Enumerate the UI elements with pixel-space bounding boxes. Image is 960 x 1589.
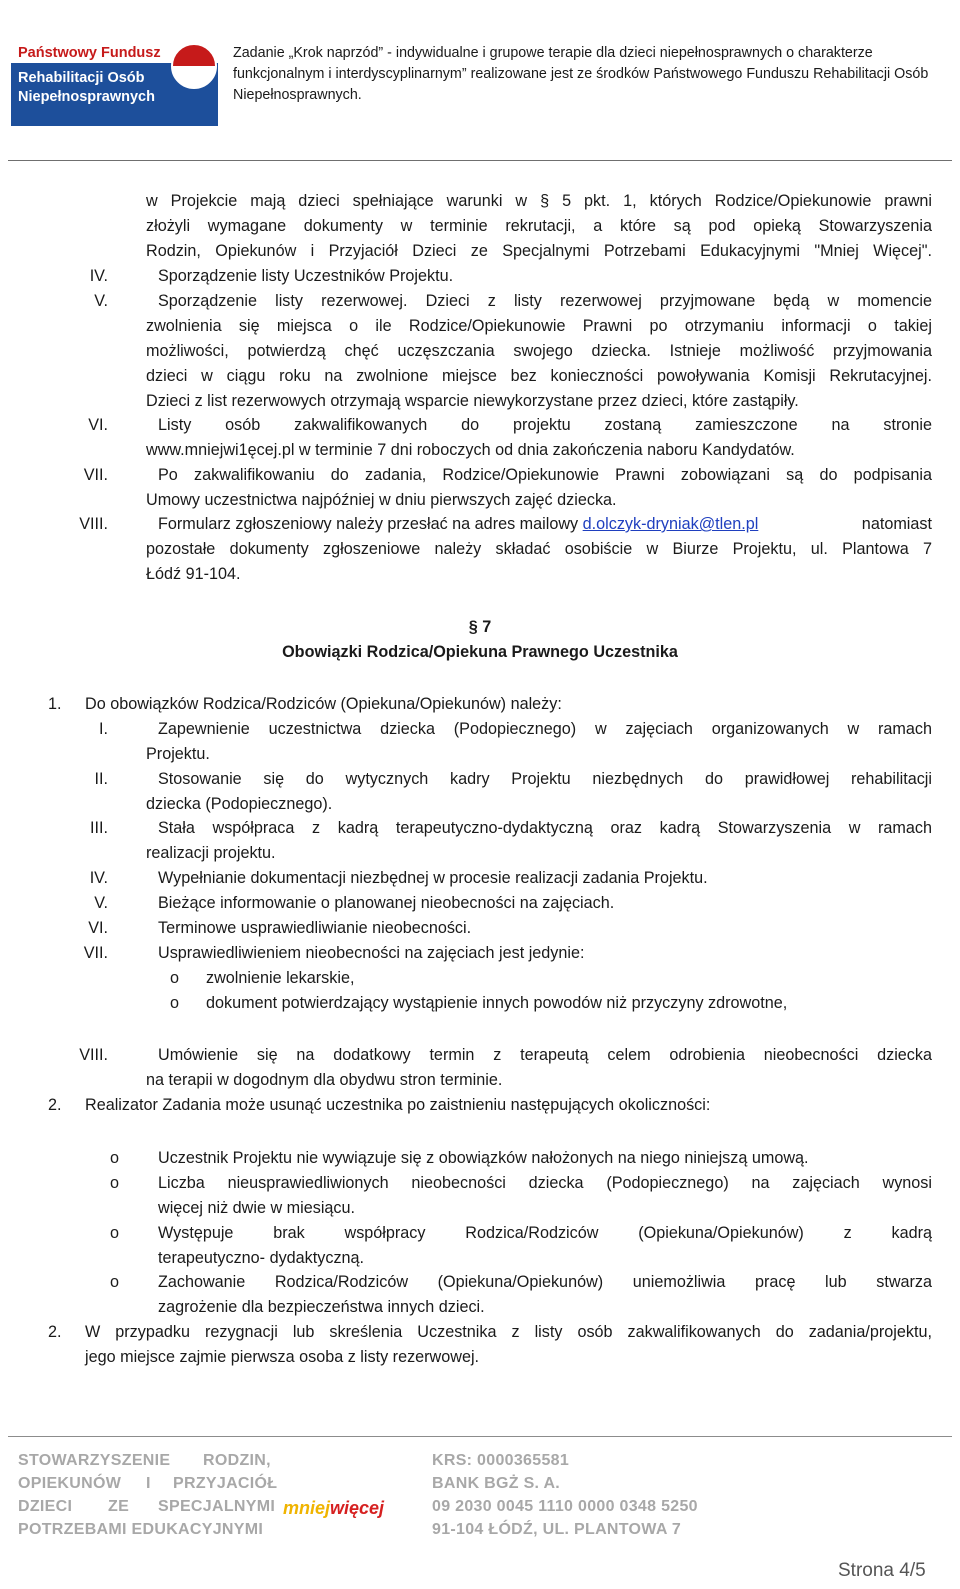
duty-viii-line-1: Umówienie się na dodatkowy termin z terapeutą celem odrobienia nieobecności dziecka	[158, 1046, 932, 1064]
footer-krs: KRS: 0000365581	[432, 1452, 570, 1469]
duty-vii-text: Usprawiedliwieniem nieobecności na zajęciach jest jedynie:	[158, 944, 585, 962]
footer-divider	[8, 1436, 952, 1437]
item-v-number: V.	[94, 292, 108, 310]
bullet-icon: o	[170, 994, 180, 1012]
email-link[interactable]: d.olczyk-dryniak@tlen.pl	[582, 515, 759, 533]
duty-ii-line-1: Stosowanie się do wytycznych kadry Projektu niezbędnych do prawidłowej rehabilitacji	[158, 770, 932, 788]
removal-reason-3-line-2: terapeutyczno- dydaktyczną.	[158, 1249, 365, 1267]
footer-org-l3a: DZIECI	[18, 1498, 73, 1515]
duty-ii-line-2: dziecka (Podopiecznego).	[146, 795, 333, 813]
duties-paragraph-1-text: Do obowiązków Rodzica/Rodziców (Opiekuna/Opiekunów) należy:	[85, 695, 562, 713]
footer-bank: BANK BGŻ S. A.	[432, 1475, 561, 1492]
bullet-icon: o	[170, 969, 180, 987]
duties-paragraph-3-line-1: W przypadku rezygnacji lub skreślenia Uczestnika z listy osób zakwalifikowanych do zadania/projektu,	[85, 1323, 932, 1341]
duty-v-text: Bieżące informowanie o planowanej nieobecności na zajęciach.	[158, 894, 615, 912]
intro-line-1: w Projekcie mają dzieci spełniające warunki w § 5 pkt. 1, których Rodzice/Opiekunowie prawni	[146, 192, 932, 210]
item-vii-number: VII.	[83, 466, 108, 484]
intro-line-2: złożyli wymagane dokumenty w terminie rekrutacji, a które są pod opieką Stowarzyszenia	[146, 217, 932, 235]
footer-org-l3b: ZE	[108, 1498, 130, 1515]
duty-iv-text: Wypełnianie dokumentacji niezbędnej w procesie realizacji zadania Projektu.	[158, 869, 708, 887]
duty-ii-number: II.	[94, 770, 108, 788]
header-divider	[8, 160, 952, 161]
duties-paragraph-2-text: Realizator Zadania może usunąć uczestnika po zaistnieniu następujących okoliczności:	[85, 1096, 711, 1114]
logo-line-3: Niepełnosprawnych	[18, 89, 155, 105]
item-viii-line-3: Łódź 91-104.	[146, 565, 241, 583]
duty-i-line-2: Projektu.	[146, 745, 210, 763]
item-viii-line-2: pozostałe dokumenty zgłoszeniowe należy składać osobiście w Biurze Projektu, ul. Plantowa 7	[146, 540, 932, 558]
footer-org-l4: POTRZEBAMI EDUKACYJNYMI	[18, 1521, 264, 1538]
logo-line-1: Państwowy Fundusz	[18, 45, 161, 61]
duty-iv-number: IV.	[89, 869, 108, 887]
logo-emblem-icon	[171, 43, 217, 89]
logo-line-2: Rehabilitacji Osób	[18, 70, 145, 86]
item-v-line-2: zwolnienia się miejsca o ile Rodzice/Opiekunowie Prawni po otrzymaniu informacji o takiej	[146, 317, 932, 335]
footer-org-l2b: I	[146, 1475, 151, 1492]
duty-vi-text: Terminowe usprawiedliwianie nieobecności.	[158, 919, 472, 937]
item-viii-line-1-start: Formularz zgłoszeniowy należy przesłać na adres mailowy	[158, 515, 583, 533]
bullet-icon: o	[110, 1174, 120, 1192]
duty-v-number: V.	[94, 894, 108, 912]
logo-word-2: więcej	[330, 1498, 385, 1518]
item-v-line-1: Sporządzenie listy rezerwowej. Dzieci z listy rezerwowej przyjmowane będą w momencie	[158, 292, 932, 310]
item-iv-text: Sporządzenie listy Uczestników Projektu.	[158, 267, 454, 285]
duty-vii-sub-2: dokument potwierdzający wystąpienie innych powodów niż przyczyny zdrowotne,	[206, 994, 788, 1012]
footer-org-l2a: OPIEKUNÓW	[18, 1475, 122, 1492]
removal-reason-2-line-2: więcej niż dwie w miesiącu.	[158, 1199, 356, 1217]
item-iv-number: IV.	[89, 267, 108, 285]
item-vii-line-1: Po zakwalifikowaniu do zadania, Rodzice/Opiekunowie Prawni zobowiązani są do podpisania	[158, 466, 932, 484]
duties-paragraph-3-line-2: jego miejsce zajmie pierwsza osoba z listy rezerwowej.	[85, 1348, 480, 1366]
section-title: Obowiązki Rodzica/Opiekuna Prawnego Uczestnika	[282, 643, 678, 661]
removal-reason-3-line-1: Występuje brak współpracy Rodzica/Rodziców (Opiekuna/Opiekunów) z kadrą	[158, 1224, 932, 1242]
item-viii-line-1	[158, 514, 932, 534]
footer-org-l1b: RODZIN,	[203, 1452, 271, 1469]
item-viii-line-1-end: natomiast	[857, 515, 932, 533]
page-footer	[18, 1452, 718, 1538]
page-number: Strona 4/5	[838, 1560, 926, 1581]
item-viii-number: VIII.	[79, 515, 108, 533]
duty-viii-number: VIII.	[79, 1046, 108, 1064]
footer-account: 09 2030 0045 1110 0000 0348 5250	[432, 1498, 698, 1515]
item-vi-line-1: Listy osób zakwalifikowanych do projektu zostaną zamieszczone na stronie	[158, 416, 932, 434]
item-vi-line-2: www.mniejwi1ęcej.pl w terminie 7 dni roboczych od dnia zakończenia naboru Kandydatów.	[146, 441, 795, 459]
footer-address: 91-104 ŁÓDŹ, UL. PLANTOWA 7	[432, 1521, 682, 1538]
duty-viii-line-2: na terapii w dogodnym dla obydwu stron terminie.	[146, 1071, 503, 1089]
bullet-icon: o	[110, 1224, 120, 1242]
footer-org-l1a: STOWARZYSZENIE	[18, 1452, 171, 1469]
duties-paragraph-2-number: 2.	[48, 1096, 62, 1114]
removal-reason-4-line-1: Zachowanie Rodzica/Rodziców (Opiekuna/Opiekunów) uniemożliwia pracę lub stwarza	[158, 1273, 932, 1291]
item-vii-line-2: Umowy uczestnictwa najpóźniej w dniu pierwszych zajęć dziecka.	[146, 491, 617, 509]
section-number: § 7	[468, 618, 492, 636]
duty-i-line-1: Zapewnienie uczestnictwa dziecka (Podopiecznego) w zajęciach organizowanych w ramach	[158, 720, 932, 738]
bullet-icon: o	[110, 1273, 120, 1291]
item-v-line-4: dzieci w ciągu roku na zwolnione miejsce bez konieczności powoływania Komisji Rekrutacyjnej.	[146, 367, 932, 385]
removal-reason-2-line-1: Liczba nieusprawiedliwionych nieobecności dziecka (Podopiecznego) na zajęciach wynosi	[158, 1174, 932, 1192]
duty-vi-number: VI.	[88, 919, 108, 937]
duty-iii-number: III.	[90, 819, 108, 837]
duty-i-number: I.	[99, 720, 108, 738]
footer-org-l3c: SPECJALNYMI	[158, 1498, 276, 1515]
duty-iii-line-1: Stała współpraca z kadrą terapeutyczno-dydaktyczną oraz kadrą Stowarzyszenia w ramach	[158, 819, 932, 837]
duties-paragraph-1-number: 1.	[48, 695, 62, 713]
footer-org-l2c: PRZYJACIÓŁ	[173, 1475, 278, 1492]
page-header	[0, 0, 960, 165]
header-funding-note: Zadanie „Krok naprzód” - indywidualne i grupowe terapie dla dzieci niepełnosprawnych o charakterze funkcjonalnym i interdyscyplinarnym” realizowane jest ze środków Państwowego Funduszu Rehabilitacji Osób Niepełnosprawnych.	[233, 45, 929, 103]
item-v-line-5: Dzieci z list rezerwowych otrzymają wsparcie niewykorzystane przez dzieci, które zastąpiły.	[146, 392, 799, 410]
duty-vii-sub-1: zwolnienie lekarskie,	[206, 969, 355, 987]
intro-line-3: Rodzin, Opiekunów i Przyjaciół Dzieci ze Specjalnymi Potrzebami Edukacyjnymi "Mniej Więcej".	[146, 242, 932, 260]
duty-iii-line-2: realizacji projektu.	[146, 844, 276, 862]
item-vi-number: VI.	[88, 416, 108, 434]
duties-paragraph-3-number: 2.	[48, 1323, 62, 1341]
logo-word-1: mniej	[283, 1498, 331, 1518]
item-v-line-3: możliwości, potwierdzą chęć uczęszczania swojego dziecka. Istnieje możliwość przyjmowania	[146, 342, 932, 360]
bullet-icon: o	[110, 1149, 120, 1167]
duty-vii-number: VII.	[83, 944, 108, 962]
mniej-wiecej-logo	[283, 1498, 384, 1519]
removal-reason-4-line-2: zagrożenie dla bezpieczeństwa innych dzieci.	[158, 1298, 485, 1316]
removal-reason-1: Uczestnik Projektu nie wywiązuje się z obowiązków nałożonych na niego niniejszą umową.	[158, 1149, 809, 1167]
pfron-logo	[11, 5, 218, 126]
